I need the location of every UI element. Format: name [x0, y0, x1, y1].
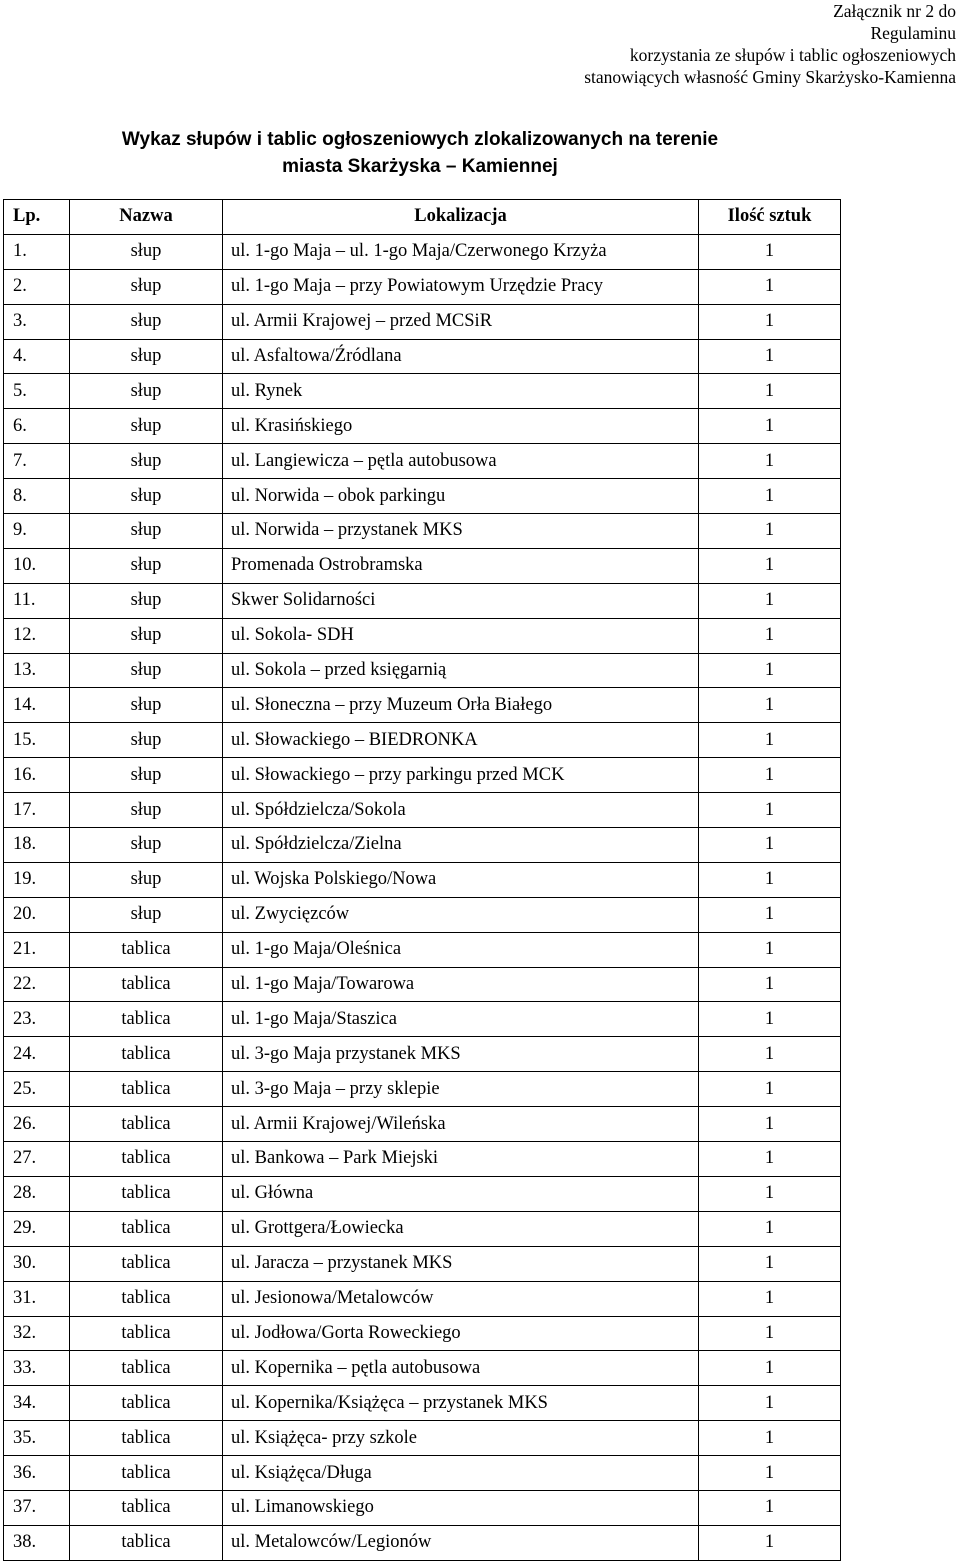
cell-lp: 35. — [4, 1421, 70, 1456]
cell-lp: 19. — [4, 862, 70, 897]
cell-ilosc: 1 — [699, 1037, 841, 1072]
cell-lokalizacja: Promenada Ostrobramska — [223, 548, 699, 583]
table-row — [4, 1281, 841, 1316]
cell-nazwa: słup — [70, 897, 223, 932]
cell-lokalizacja: ul. Norwida – obok parkingu — [223, 479, 699, 514]
cell-nazwa: słup — [70, 723, 223, 758]
cell-lp: 31. — [4, 1281, 70, 1316]
cell-lp: 14. — [4, 688, 70, 723]
table-row — [4, 444, 841, 479]
cell-lp: 12. — [4, 618, 70, 653]
cell-ilosc: 1 — [699, 1107, 841, 1142]
cell-lp: 32. — [4, 1316, 70, 1351]
cell-lokalizacja: ul. Jaracza – przystanek MKS — [223, 1246, 699, 1281]
table-header-row — [4, 200, 841, 235]
cell-ilosc: 1 — [699, 1281, 841, 1316]
cell-lp: 16. — [4, 758, 70, 793]
cell-ilosc: 1 — [699, 1421, 841, 1456]
table-row — [4, 1386, 841, 1421]
cell-lp: 15. — [4, 723, 70, 758]
cell-lokalizacja: ul. 1-go Maja/Staszica — [223, 1002, 699, 1037]
table-row — [4, 1107, 841, 1142]
cell-nazwa: słup — [70, 793, 223, 828]
cell-ilosc: 1 — [699, 723, 841, 758]
cell-ilosc: 1 — [699, 514, 841, 549]
cell-nazwa: tablica — [70, 1456, 223, 1491]
cell-ilosc: 1 — [699, 1351, 841, 1386]
cell-lp: 3. — [4, 304, 70, 339]
table-row — [4, 1072, 841, 1107]
cell-nazwa: tablica — [70, 1316, 223, 1351]
cell-lp: 30. — [4, 1246, 70, 1281]
cell-lokalizacja: ul. Spółdzielcza/Zielna — [223, 828, 699, 863]
cell-lokalizacja: ul. 1-go Maja/Oleśnica — [223, 932, 699, 967]
cell-lokalizacja: ul. Norwida – przystanek MKS — [223, 514, 699, 549]
cell-lokalizacja: ul. Słowackiego – BIEDRONKA — [223, 723, 699, 758]
cell-lokalizacja: ul. Krasińskiego — [223, 409, 699, 444]
table-row — [4, 653, 841, 688]
cell-lp: 22. — [4, 967, 70, 1002]
cell-lp: 23. — [4, 1002, 70, 1037]
cell-ilosc: 1 — [699, 1002, 841, 1037]
header-lokalizacja: Lokalizacja — [223, 200, 699, 235]
cell-ilosc: 1 — [699, 269, 841, 304]
cell-lokalizacja: ul. Zwycięzców — [223, 897, 699, 932]
cell-ilosc: 1 — [699, 409, 841, 444]
table-row — [4, 234, 841, 269]
cell-ilosc: 1 — [699, 1072, 841, 1107]
cell-lokalizacja: ul. 1-go Maja – przy Powiatowym Urzędzie Pracy — [223, 269, 699, 304]
table-row — [4, 1490, 841, 1525]
cell-nazwa: słup — [70, 514, 223, 549]
cell-ilosc: 1 — [699, 758, 841, 793]
table-row — [4, 339, 841, 374]
cell-nazwa: tablica — [70, 932, 223, 967]
table-row — [4, 1351, 841, 1386]
table-row — [4, 1456, 841, 1491]
cell-lokalizacja: ul. Rynek — [223, 374, 699, 409]
cell-lp: 24. — [4, 1037, 70, 1072]
cell-lp: 36. — [4, 1456, 70, 1491]
cell-lp: 10. — [4, 548, 70, 583]
table-row — [4, 409, 841, 444]
table-row — [4, 862, 841, 897]
cell-lokalizacja: ul. Książęca- przy szkole — [223, 1421, 699, 1456]
cell-lp: 28. — [4, 1176, 70, 1211]
table-row — [4, 583, 841, 618]
cell-lokalizacja: ul. Książęca/Długa — [223, 1456, 699, 1491]
cell-lp: 34. — [4, 1386, 70, 1421]
cell-nazwa: tablica — [70, 1037, 223, 1072]
table-row — [4, 1525, 841, 1560]
title-line: Wykaz słupów i tablic ogłoszeniowych zlokalizowanych na terenie — [121, 129, 719, 150]
header-ilosc: Ilość sztuk — [699, 200, 841, 235]
cell-nazwa: tablica — [70, 1281, 223, 1316]
cell-nazwa: słup — [70, 304, 223, 339]
cell-lokalizacja: ul. 3-go Maja – przy sklepie — [223, 1072, 699, 1107]
cell-nazwa: tablica — [70, 1107, 223, 1142]
table-row — [4, 618, 841, 653]
cell-nazwa: tablica — [70, 1490, 223, 1525]
cell-lokalizacja: ul. Jodłowa/Gorta Roweckiego — [223, 1316, 699, 1351]
annex-line: Regulaminu — [870, 23, 956, 43]
locations-table — [3, 199, 841, 1561]
cell-ilosc: 1 — [699, 1386, 841, 1421]
table-row — [4, 548, 841, 583]
cell-nazwa: tablica — [70, 1072, 223, 1107]
cell-nazwa: słup — [70, 444, 223, 479]
annex-line: stanowiących własność Gminy Skarżysko-Kamienna — [584, 67, 956, 87]
header-nazwa: Nazwa — [70, 200, 223, 235]
table-row — [4, 723, 841, 758]
cell-lokalizacja: ul. Kopernika/Książęca – przystanek MKS — [223, 1386, 699, 1421]
cell-lokalizacja: ul. Langiewicza – pętla autobusowa — [223, 444, 699, 479]
cell-ilosc: 1 — [699, 1211, 841, 1246]
cell-lokalizacja: ul. 1-go Maja – ul. 1-go Maja/Czerwonego Krzyża — [223, 234, 699, 269]
cell-nazwa: słup — [70, 234, 223, 269]
document-title — [0, 126, 840, 180]
cell-lokalizacja: ul. Bankowa – Park Miejski — [223, 1142, 699, 1177]
cell-ilosc: 1 — [699, 967, 841, 1002]
table-row — [4, 828, 841, 863]
header-lp: Lp. — [4, 200, 70, 235]
cell-lp: 17. — [4, 793, 70, 828]
cell-ilosc: 1 — [699, 583, 841, 618]
table-row — [4, 269, 841, 304]
cell-nazwa: słup — [70, 862, 223, 897]
cell-lokalizacja: ul. 1-go Maja/Towarowa — [223, 967, 699, 1002]
cell-ilosc: 1 — [699, 1142, 841, 1177]
cell-lokalizacja: ul. Armii Krajowej/Wileńska — [223, 1107, 699, 1142]
cell-ilosc: 1 — [699, 339, 841, 374]
cell-lp: 6. — [4, 409, 70, 444]
table-row — [4, 304, 841, 339]
cell-ilosc: 1 — [699, 1490, 841, 1525]
cell-ilosc: 1 — [699, 688, 841, 723]
cell-ilosc: 1 — [699, 479, 841, 514]
cell-lokalizacja: ul. Słoneczna – przy Muzeum Orła Białego — [223, 688, 699, 723]
cell-nazwa: tablica — [70, 1246, 223, 1281]
cell-lp: 8. — [4, 479, 70, 514]
table-row — [4, 932, 841, 967]
cell-nazwa: tablica — [70, 1176, 223, 1211]
cell-lokalizacja: ul. 3-go Maja przystanek MKS — [223, 1037, 699, 1072]
cell-lokalizacja: ul. Armii Krajowej – przed MCSiR — [223, 304, 699, 339]
table-row — [4, 1176, 841, 1211]
cell-ilosc: 1 — [699, 828, 841, 863]
table-row — [4, 967, 841, 1002]
table-row — [4, 1002, 841, 1037]
cell-nazwa: słup — [70, 583, 223, 618]
cell-lp: 26. — [4, 1107, 70, 1142]
cell-ilosc: 1 — [699, 1316, 841, 1351]
cell-nazwa: tablica — [70, 1386, 223, 1421]
annex-line: Załącznik nr 2 do — [833, 1, 956, 21]
table-row — [4, 897, 841, 932]
cell-lp: 25. — [4, 1072, 70, 1107]
cell-lp: 27. — [4, 1142, 70, 1177]
cell-ilosc: 1 — [699, 234, 841, 269]
cell-ilosc: 1 — [699, 1246, 841, 1281]
cell-ilosc: 1 — [699, 862, 841, 897]
table-row — [4, 1037, 841, 1072]
cell-lp: 11. — [4, 583, 70, 618]
cell-nazwa: słup — [70, 548, 223, 583]
cell-nazwa: słup — [70, 479, 223, 514]
cell-lokalizacja: ul. Grottgera/Łowiecka — [223, 1211, 699, 1246]
cell-lp: 9. — [4, 514, 70, 549]
cell-lokalizacja: ul. Sokola – przed księgarnią — [223, 653, 699, 688]
table-body — [4, 234, 841, 1560]
cell-ilosc: 1 — [699, 1176, 841, 1211]
table-row — [4, 479, 841, 514]
cell-nazwa: słup — [70, 269, 223, 304]
cell-lp: 5. — [4, 374, 70, 409]
cell-lp: 2. — [4, 269, 70, 304]
cell-lp: 4. — [4, 339, 70, 374]
cell-nazwa: słup — [70, 409, 223, 444]
cell-nazwa: słup — [70, 618, 223, 653]
cell-nazwa: tablica — [70, 1525, 223, 1560]
table-row — [4, 1211, 841, 1246]
cell-nazwa: słup — [70, 688, 223, 723]
cell-lp: 33. — [4, 1351, 70, 1386]
cell-ilosc: 1 — [699, 548, 841, 583]
cell-ilosc: 1 — [699, 618, 841, 653]
cell-ilosc: 1 — [699, 932, 841, 967]
cell-lokalizacja: ul. Asfaltowa/Źródlana — [223, 339, 699, 374]
table-row — [4, 1316, 841, 1351]
annex-note — [436, 0, 956, 88]
cell-nazwa: tablica — [70, 1421, 223, 1456]
table-row — [4, 374, 841, 409]
cell-lp: 20. — [4, 897, 70, 932]
annex-line: korzystania ze słupów i tablic ogłoszeniowych — [629, 45, 956, 65]
cell-lokalizacja: ul. Limanowskiego — [223, 1490, 699, 1525]
cell-ilosc: 1 — [699, 374, 841, 409]
table-row — [4, 688, 841, 723]
cell-lp: 29. — [4, 1211, 70, 1246]
table-row — [4, 1142, 841, 1177]
cell-ilosc: 1 — [699, 444, 841, 479]
cell-lp: 21. — [4, 932, 70, 967]
table-row — [4, 758, 841, 793]
cell-lp: 13. — [4, 653, 70, 688]
cell-lokalizacja: ul. Jesionowa/Metalowców — [223, 1281, 699, 1316]
cell-nazwa: słup — [70, 828, 223, 863]
cell-lp: 37. — [4, 1490, 70, 1525]
cell-nazwa: tablica — [70, 1351, 223, 1386]
table-row — [4, 514, 841, 549]
cell-ilosc: 1 — [699, 1456, 841, 1491]
table-row — [4, 793, 841, 828]
cell-lp: 18. — [4, 828, 70, 863]
cell-lp: 1. — [4, 234, 70, 269]
cell-ilosc: 1 — [699, 793, 841, 828]
table-row — [4, 1246, 841, 1281]
cell-ilosc: 1 — [699, 1525, 841, 1560]
cell-nazwa: tablica — [70, 1002, 223, 1037]
cell-lokalizacja: ul. Kopernika – pętla autobusowa — [223, 1351, 699, 1386]
cell-lokalizacja: ul. Słowackiego – przy parkingu przed MCK — [223, 758, 699, 793]
cell-lokalizacja: ul. Główna — [223, 1176, 699, 1211]
table-row — [4, 1421, 841, 1456]
cell-nazwa: słup — [70, 653, 223, 688]
cell-ilosc: 1 — [699, 897, 841, 932]
cell-lokalizacja: Skwer Solidarności — [223, 583, 699, 618]
cell-nazwa: tablica — [70, 1142, 223, 1177]
cell-nazwa: słup — [70, 374, 223, 409]
cell-lp: 7. — [4, 444, 70, 479]
cell-ilosc: 1 — [699, 653, 841, 688]
cell-nazwa: słup — [70, 758, 223, 793]
cell-lokalizacja: ul. Wojska Polskiego/Nowa — [223, 862, 699, 897]
cell-ilosc: 1 — [699, 304, 841, 339]
cell-nazwa: słup — [70, 339, 223, 374]
cell-lokalizacja: ul. Metalowców/Legionów — [223, 1525, 699, 1560]
cell-nazwa: tablica — [70, 967, 223, 1002]
cell-lokalizacja: ul. Spółdzielcza/Sokola — [223, 793, 699, 828]
title-line: miasta Skarżyska – Kamiennej — [282, 156, 558, 177]
cell-lokalizacja: ul. Sokola- SDH — [223, 618, 699, 653]
cell-nazwa: tablica — [70, 1211, 223, 1246]
cell-lp: 38. — [4, 1525, 70, 1560]
